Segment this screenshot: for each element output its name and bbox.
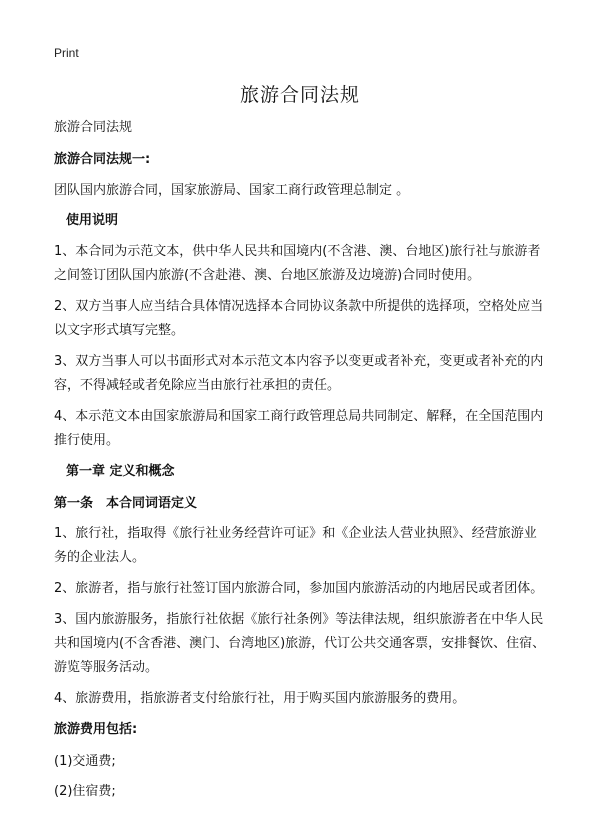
definition-item: 2、旅游者，指与旅行社签订国内旅游合同，参加国内旅游活动的内地居民或者团体。 xyxy=(54,581,544,596)
fees-heading: 旅游费用包括: xyxy=(54,722,138,737)
chapter-heading: 第一章 定义和概念 xyxy=(66,464,175,479)
usage-item: 4、本示范文本由国家旅游局和国家工商行政管理总局共同制定、解释，在全国范围内推行使用。 xyxy=(54,409,544,448)
page-title: 旅游合同法规 xyxy=(239,84,360,106)
section-heading: 旅游合同法规一: xyxy=(54,152,151,167)
intro-text: 团队国内旅游合同，国家旅游局、国家工商行政管理总制定 。 xyxy=(54,183,410,198)
definition-item: 1、旅行社，指取得《旅行社业务经营许可证》和《企业法人营业执照》、经营旅游业务的企业法人。 xyxy=(54,526,537,565)
definition-item: 4、旅游费用，指旅游者支付给旅行社，用于购买国内旅游服务的费用。 xyxy=(54,691,466,706)
usage-heading: 使用说明 xyxy=(66,213,119,228)
usage-item: 2、双方当事人应当结合具体情况选择本合同协议条款中所提供的选择项，空格处应当以文字形式填写完整。 xyxy=(54,299,544,338)
article-heading: 第一条 本合同词语定义 xyxy=(54,496,198,511)
print-link[interactable]: Print xyxy=(54,46,79,60)
usage-item: 3、双方当事人可以书面形式对本示范文本内容予以变更或者补充，变更或者补充的内容，不得减轻或者免除应当由旅行社承担的责任。 xyxy=(54,354,544,393)
fee-item: (1)交通费; xyxy=(54,754,116,769)
usage-item: 1、本合同为示范文本，供中华人民共和国境内(不含港、澳、台地区)旅行社与旅游者之间签订团队国内旅游(不含赴港、澳、台地区旅游及边境游)合同时使用。 xyxy=(54,244,541,283)
fee-item: (2)住宿费; xyxy=(54,784,116,799)
definition-item: 3、国内旅游服务，指旅行社依据《旅行社条例》等法律法规，组织旅游者在中华人民共和国境内(不含香港、澳门、台湾地区)旅游，代订公共交通客票，安排餐饮、住宿、游览等服务活动。 xyxy=(54,612,546,675)
subtitle: 旅游合同法规 xyxy=(54,120,133,135)
